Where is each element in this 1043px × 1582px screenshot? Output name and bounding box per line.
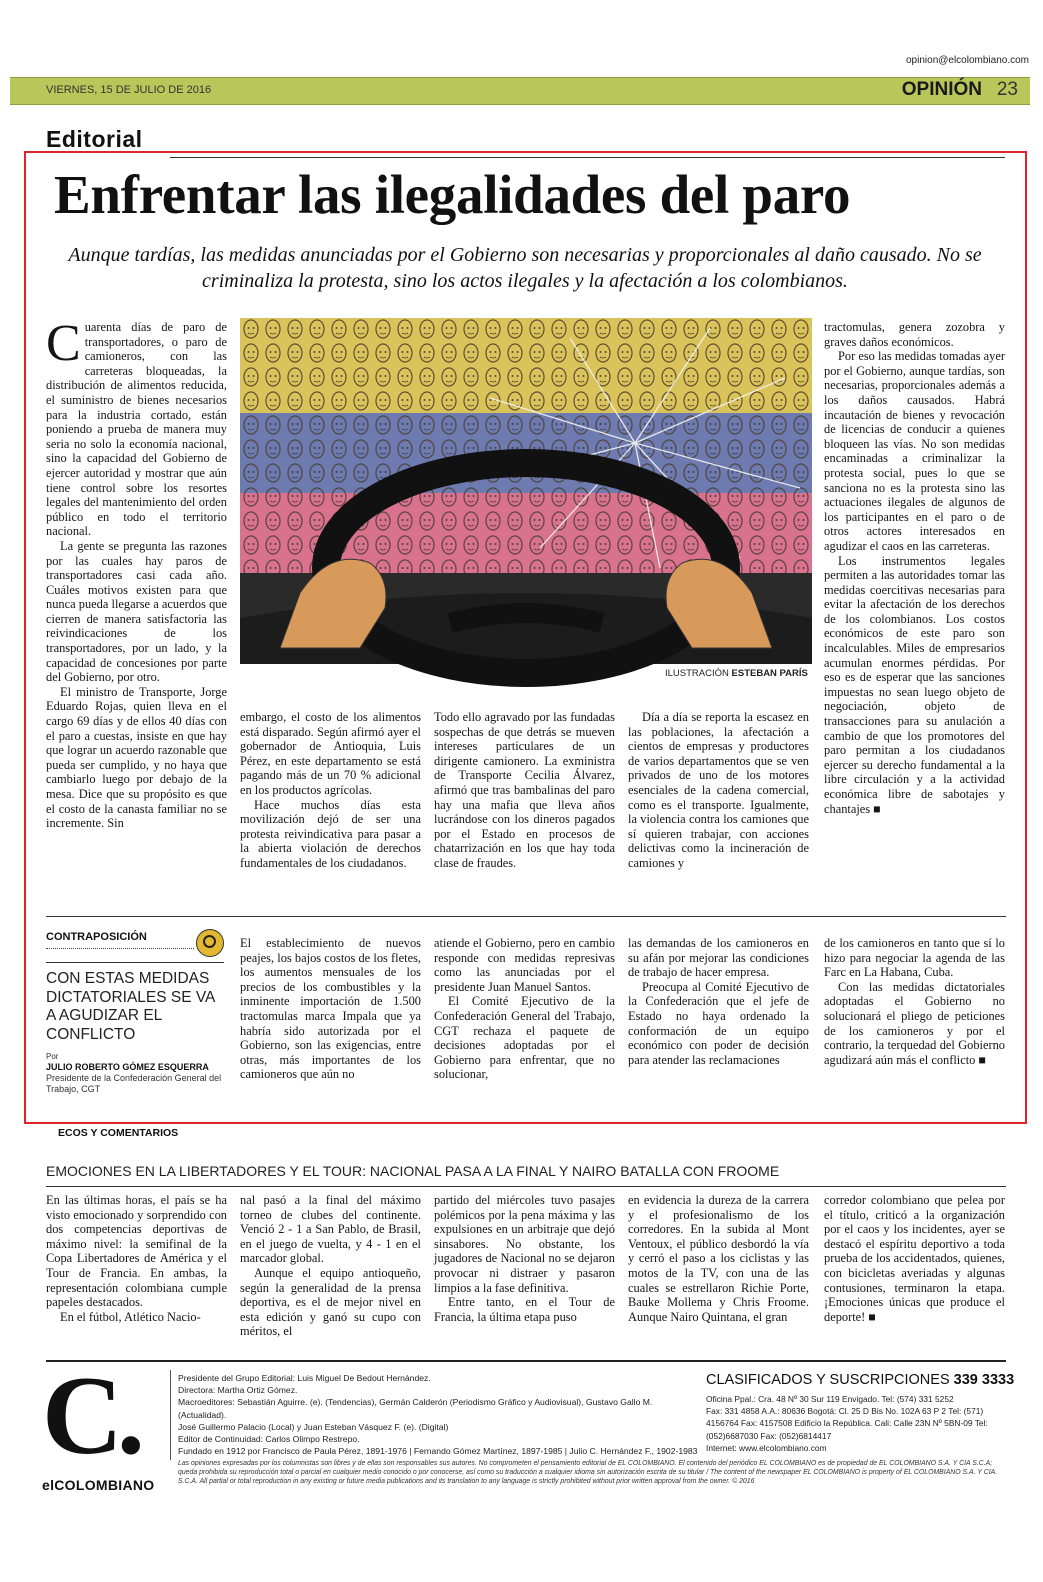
ecos-col-4 [628,1193,809,1341]
logo-text: elCOLOMBIANO [42,1477,155,1493]
editorial-headline: Enfrentar las ilegalidades del paro [54,164,851,225]
clasificados-phone: 339 3333 [953,1372,1015,1388]
header-date: VIERNES, 15 DE JULIO DE 2016 [46,84,212,96]
contraposicion-paragraph: Preocupa al Comité Ejecutivo de la Confederación que el jefe de Estado no haya ordenado la conformación de un equipo económico con poder de decisión para atender las reclamaciones [628,979,809,1067]
footer-disclaimer: Las opiniones expresadas por los columnistas son libres y de ellas son responsables sus autores. No comprometen el pensamiento editorial de EL COLOMBIANO. El contenido del periódico EL COLOMBIANO es de propiedad de EL COLOMBIANO S.A. Y CIA S.C.A; queda prohibida su reproducción total o parcial en cualquier medio conocido o por conocerse, así como su traducción a cualquier idioma sin autorización escrita de su titular / The content of the newspaper EL COLOMBIANO is property of EL COLOMBIANO S.A. Y CIA. S.C.A. All partial or total reproduction in any existing or future media publications and its translation to any language is strictly prohibited without prior written approval from the owner. © 2016 [178,1460,998,1485]
editorial-paragraph: Hace muchos días esta movilización dejó de ser una protesta reivindicativa para pasar a la abierta violación de derechos fundamentales de los ciudadanos. [240,797,421,870]
section-divider [46,916,1006,917]
contraposicion-paragraph: El establecimiento de nuevos peajes, los bajos costos de los fletes, los aumentos mensuales de los precios de los combustibles y la inminente importación de 1.500 tractomulas marca Impala que ya habría sido autorizada por el Gobierno, son las exigencias, entre otras, más importantes de los camioneros que aún no [240,936,421,1082]
logo-letter: C. [42,1354,139,1478]
contraposicion-col-1 [240,936,421,1101]
editorial-paragraph: Los instrumentos legales permiten a las autoridades tomar las medidas coercitivas necesarias para evitar la afectación de los derechos de los colombianos. Los costos económicos de este paro son incalculables. Miles de empresarios acumulan enormes pérdidas. Por eso es de esperar que las sanciones impuestas no sean luego objeto de negociación, objeto de transacciones para su anulación a cambio de que los promotores del paro permitan a los ciudadanos ejercer su derecho fundamental a la libre circulación y a la actividad económica libre de sabotajes y chantajes ■ [824,554,1005,817]
editorial-paragraph: Todo ello agravado por las fundadas sospechas de que detrás se mueven intereses particulares de un dirigente camionero. La exministra de Transporte Cecilia Álvarez, afirmó que tras bambalinas del paro hay una mafia que lleva años lucrándose con los dineros pagados por el Estado en procesos de chatarrización en los que hay toda clase de fraudes. [434,710,615,870]
illustration-credit-label: ILUSTRACIÓN [665,668,729,679]
ecos-col-5 [824,1193,1005,1341]
staff-line: Directora: Martha Ortiz Gómez. [178,1385,298,1396]
contraposicion-col-3 [628,936,809,1101]
contraposicion-dotted-rule [46,948,194,949]
contact-line: (052)6687030 Fax: (052)6814417 [706,1430,832,1441]
contraposicion-author-title: Presidente de la Confederación General del Trabajo, CGT [46,1073,222,1094]
logo-divider [170,1370,171,1460]
ecos-paragraph: Aunque el equipo antioqueño, según la generalidad de la prensa deportiva, es el de mejor nivel en esta edición y ganó su cupo con méritos, el [240,1265,421,1339]
footer-rule [46,1360,1006,1362]
ecos-paragraph: En el fútbol, Atlético Nacio- [60,1309,201,1324]
header-bar [10,77,1030,105]
contraposicion-paragraph: Con las medidas dictatoriales adoptadas el Gobierno no solucionará el pliego de peticiones de los camioneros y por el contrario, la terquedad del Gobierno agudizará aún más el conflicto ■ [824,980,1005,1068]
editorial-paragraph: Día a día se reporta la escasez en las poblaciones, la afectación a cientos de empresas y productores de varios departamentos que se ven privados de uno de los motores esenciales de la cadena comercial, como es el transporte. Igualmente, la violencia contra los camiones que sí quieren trabajar, con acciones delictivas como la incineración de camiones y [628,710,809,870]
contraposicion-paragraph: de los camioneros en tanto que sí lo hizo para negociar la agenda de las Farc en La Habana, Cuba. [824,936,1005,980]
contraposicion-col-4 [824,936,1005,1101]
contact-line: 4156764 Fax: 4157508 Edificio la República. Cali: Calle 23N Nº 5BN-09 Tel: [706,1418,988,1429]
editorial-paragraph: El ministro de Transporte, Jorge Eduardo Rojas, quien lleva en el cargo 69 días y de ellos 40 días con el paro a cuestas, insiste en que hay que lograr un acuerdo razonable que pueda ser cumplido, y no haya que cambiarlo luego por debajo de la mesa. Dice que su propósito es que el costo de la canasta familiar no se incremente. Sin [46,684,227,831]
contact-line: Oficina Ppal.: Cra. 48 Nº 30 Sur 119 Envigado. Tel: (574) 331 5252 [706,1394,954,1404]
staff-line: Fundado en 1912 por Francisco de Paula Pérez, 1891-1976 | Fernando Gómez Martínez, 1897-1985 | Julio C. Hernández F., 1902-1983 [178,1446,698,1457]
contraposicion-quote: CON ESTAS MEDIDAS DICTATORIALES SE VA A AGUDIZAR EL CONFLICTO [46,970,215,1043]
contact-line: Fax: 331 4858 A.A.: 80636 Bogotá: Cl. 25 D Bis No. 102A 63 P 2 Tel: (571) [706,1406,984,1417]
editorial-col-4 [628,710,809,896]
contraposicion-paragraph: atiende el Gobierno, pero en cambio responde con medidas represivas como las anunciadas por el presidente Juan Manuel Santos. [434,936,615,994]
editorial-col-2 [240,710,421,896]
editorial-illustration [240,318,812,664]
ecos-col-1 [46,1193,227,1341]
illustration-credit [665,668,808,679]
contraposicion-label: CONTRAPOSICIÓN [46,931,147,943]
editorial-col-5 [824,320,1005,896]
ecos-headline: EMOCIONES EN LA LIBERTADORES Y EL TOUR: NACIONAL PASA A LA FINAL Y NAIRO BATALLA CON FROOME [46,1163,780,1179]
ecos-label: ECOS Y COMENTARIOS [58,1127,179,1139]
contraposicion-col-2 [434,936,615,1101]
editorial-paragraph: embargo, el costo de los alimentos está disparado. Según afirmó ayer el gobernador de Antioquia, Luis Pérez, en este departamento se está pagando más de un 70 % adicional en los productos agrícolas. [240,710,421,797]
contraposicion-rule [46,962,224,963]
ecos-paragraph: nal pasó a la final del máximo torneo de clubes del continente. Venció 2 - 1 a San Pablo, de Brasil, en el juego de vuelta, y 4 - 1 en el marcador global. [240,1193,421,1266]
ecos-paragraph: en evidencia la dureza de la carrera y el profesionalismo de los corredores. En la subida al Mont Ventoux, el público desbordó la vía y cerró el paso a los ciclistas y las motos de la TV, con una de las cuales se estrellaron Richie Porte, Bauke Mollema y Chris Froome. Aunque Nairo Quintana, el gran [628,1193,809,1324]
contraposicion-author: JULIO ROBERTO GÓMEZ ESQUERRA [46,1062,209,1072]
header-page-number: 23 [996,79,1018,100]
contraposicion-paragraph: las demandas de los camioneros en su afán por mejorar las condiciones de trabajo de hacer empresa. [628,936,809,980]
ecos-col-3 [434,1193,615,1341]
contraposicion-icon [196,929,224,957]
editorial-paragraph: Por eso las medidas tomadas ayer por el Gobierno, aunque tardías, son necesarias, proporcionales además a los daños causados. Habrá incautación de bienes y revocación de licencias de conducir a quienes bloqueen las vías. No son medidas encaminadas a criminalizar la protesta social, pues lo que se sanciona no es la protesta sino las actuaciones ilegales de algunos de los participantes en el paro o de otros actores interesados en agudizar el caos en las carreteras. [824,349,1005,553]
staff-line: Editor de Continuidad: Carlos Olimpo Restrepo. [178,1434,360,1445]
ecos-paragraph: partido del miércoles tuvo pasajes polémicos por la pena máxima y las expulsiones en un arbitraje que dejó sinsabores. No obstante, los jugadores de Nacional no se dejaron provocar ni distraer y pasaron limpios a la fase definitiva. [434,1193,615,1295]
staff-line: Macroeditores: Sebastián Aguirre. (e). (Tendencias), Germán Calderón (Periodismo Gráfico y Audiovisual), Gustavo Gallo M. (Actualidad). [178,1397,653,1420]
steering-wheel-illustration [240,318,812,664]
dropcap: C [46,315,81,372]
editorial-paragraph: La gente se pregunta las razones por las cuales hay paros de transportadores casi cada año. Cuáles motivos existen para que nunca pueda llegarse a acuerdos que cierren de manera satisfactoria las reivindicaciones de los transportadores, por un lado, y la capacidad de concesiones por parte del Gobierno, por otro. [46,538,227,685]
header-email[interactable]: opinion@elcolombiano.com [906,55,1029,66]
illustration-credit-name: ESTEBAN PARÍS [731,668,808,679]
contraposicion-por: Por [46,1052,59,1061]
contraposicion-paragraph: El Comité Ejecutivo de la Confederación General del Trabajo, CGT rechaza el paquete de decisiones adoptadas por el Gobierno para enfrentar, que no solucionar, [434,994,615,1082]
clasificados-heading [706,1372,1014,1388]
editorial-kicker: Editorial [46,126,143,152]
editorial-col-1 [46,315,227,831]
editorial-paragraph: tractomulas, genera zozobra y graves daños económicos. [824,320,1005,349]
footer-contact [706,1393,1006,1454]
staff-line: Presidente del Grupo Editorial: Luis Miguel De Bedout Hernández. [178,1373,431,1383]
ecos-paragraph: En las últimas horas, el país se ha visto emocionado y sorprendido con dos competencias deportivas de máximo nivel: la semifinal de la Copa Libertadores de América y el Tour de Francia. En ambas, la representación colombiana cumple papeles destacados. [46,1193,227,1310]
ecos-paragraph: corredor colombiano que pelea por el título, criticó a la organización por el caos y los incidentes, ayer se destacó el espíritu deportivo a toda prueba de los accidentados, quienes, con bicicletas averiadas y algunas contusiones, terminaron la etapa. ¡Emociones únicas que produce el deporte! ■ [824,1193,1005,1324]
ecos-col-2 [240,1193,421,1341]
ecos-rule [46,1186,1006,1187]
footer-staff [178,1372,698,1457]
headline-rule [170,157,1005,158]
website-link[interactable]: Internet: www.elcolombiano.com [706,1442,827,1453]
header-section: OPINIÓN [901,79,982,100]
clasificados-label: CLASIFICADOS Y SUSCRIPCIONES [706,1372,950,1388]
editorial-col-3 [434,710,615,896]
staff-line: José Guillermo Palacio (Local) y Juan Esteban Vásquez F. (e). (Digital) [178,1421,449,1432]
ecos-paragraph: Entre tanto, en el Tour de Francia, la última etapa puso [434,1295,615,1324]
editorial-paragraph: uarenta días de paro de transportadores, o paro de camioneros, con las carreteras bloqueadas, la distribución de alimentos reducida, el suministro de bienes necesarios para la industria cortado, están poniendo a prueba de manera muy seria no solo la economía nacional, sino la capacidad del Gobierno de ejercer autoridad y mostrar que aún tiene control sobre los resortes legales del mantenimiento del orden público en todo el territorio nacional. [46,320,227,539]
editorial-deck: Aunque tardías, las medidas anunciadas por el Gobierno son necesarias y proporcionales al daño causado. No se criminaliza la protesta, sino los actos ilegales y la afectación a los colombianos. [68,244,982,292]
